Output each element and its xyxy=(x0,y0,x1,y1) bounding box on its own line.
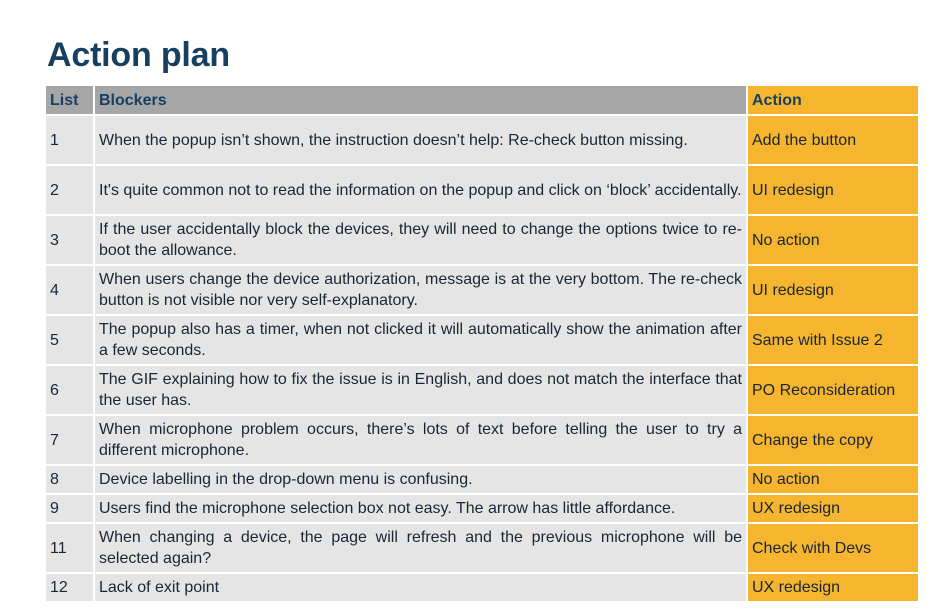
table-row xyxy=(46,495,918,524)
row-list-number: 6 xyxy=(46,366,95,416)
row-action-text: Check with Devs xyxy=(748,524,918,574)
row-list-number: 4 xyxy=(46,266,95,316)
row-action-text: No action xyxy=(748,466,918,495)
row-list-number: 11 xyxy=(46,524,95,574)
table-row xyxy=(46,574,918,603)
row-action-text: Change the copy xyxy=(748,416,918,466)
row-blocker-text: Users find the microphone selection box not easy. The arrow has little affordance. xyxy=(95,495,748,524)
row-action-text: UI redesign xyxy=(748,266,918,316)
row-blocker-text: The popup also has a timer, when not clicked it will automatically show the animation after a few seconds. xyxy=(95,316,748,366)
row-blocker-text: When users change the device authorization, message is at the very bottom. The re-check button is not visible nor very self-explanatory. xyxy=(95,266,748,316)
table-row xyxy=(46,524,918,574)
table-row xyxy=(46,366,918,416)
row-action-text: Same with Issue 2 xyxy=(748,316,918,366)
row-blocker-text: When microphone problem occurs, there’s lots of text before telling the user to try a different microphone. xyxy=(95,416,748,466)
header-blockers: Blockers xyxy=(95,86,748,116)
row-blocker-text: When changing a device, the page will refresh and the previous microphone will be selected again? xyxy=(95,524,748,574)
row-action-text: No action xyxy=(748,216,918,266)
table-row xyxy=(46,166,918,216)
header-action: Action xyxy=(748,86,918,116)
page-title: Action plan xyxy=(47,36,230,74)
table-row xyxy=(46,266,918,316)
table-row xyxy=(46,316,918,366)
row-blocker-text: If the user accidentally block the devices, they will need to change the options twice to re-boot the allowance. xyxy=(95,216,748,266)
row-action-text: UX redesign xyxy=(748,495,918,524)
row-blocker-text: It's quite common not to read the information on the popup and click on ‘block’ accidentally. xyxy=(95,166,748,216)
row-list-number: 8 xyxy=(46,466,95,495)
row-action-text: PO Reconsideration xyxy=(748,366,918,416)
table-header-row xyxy=(46,86,918,116)
action-plan-table xyxy=(46,86,918,603)
table-row xyxy=(46,116,918,166)
row-list-number: 5 xyxy=(46,316,95,366)
row-list-number: 2 xyxy=(46,166,95,216)
row-list-number: 7 xyxy=(46,416,95,466)
row-action-text: UX redesign xyxy=(748,574,918,603)
row-list-number: 9 xyxy=(46,495,95,524)
table-row xyxy=(46,216,918,266)
table-row xyxy=(46,466,918,495)
row-action-text: Add the button xyxy=(748,116,918,166)
row-blocker-text: When the popup isn’t shown, the instruction doesn’t help: Re-check button missing. xyxy=(95,116,748,166)
row-blocker-text: The GIF explaining how to fix the issue is in English, and does not match the interface that the user has. xyxy=(95,366,748,416)
row-list-number: 3 xyxy=(46,216,95,266)
row-action-text: UI redesign xyxy=(748,166,918,216)
row-blocker-text: Lack of exit point xyxy=(95,574,748,603)
row-list-number: 1 xyxy=(46,116,95,166)
row-list-number: 12 xyxy=(46,574,95,603)
header-list: List xyxy=(46,86,95,116)
row-blocker-text: Device labelling in the drop-down menu is confusing. xyxy=(95,466,748,495)
table-row xyxy=(46,416,918,466)
